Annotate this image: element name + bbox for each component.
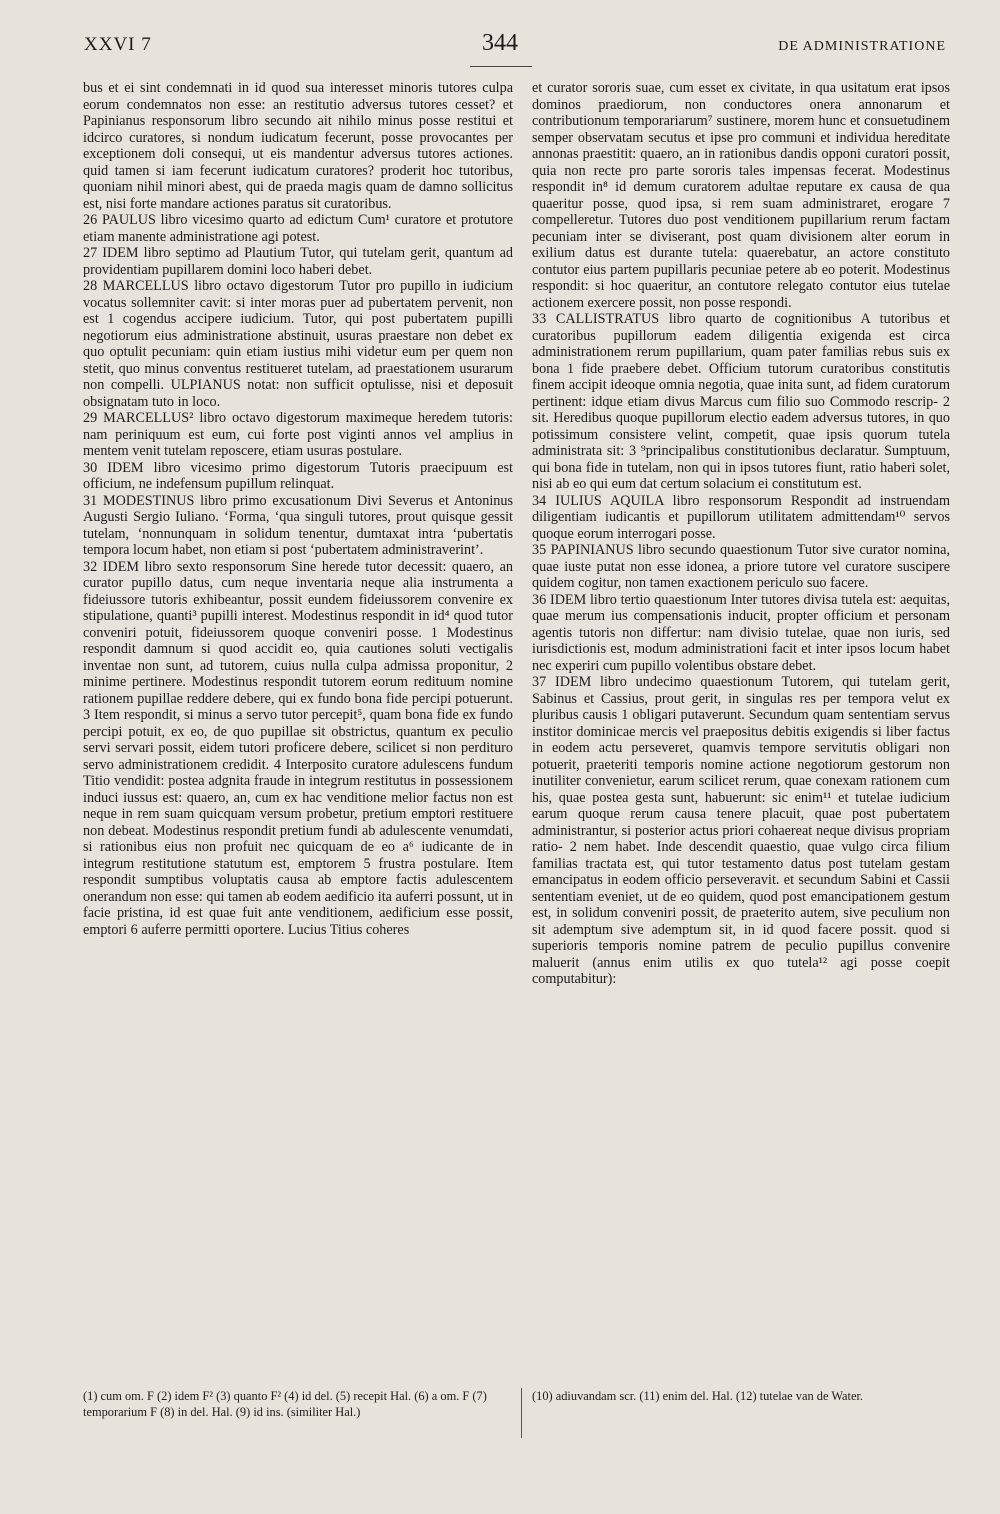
- paragraph: 31 MODESTINUS libro primo excusationum Divi Severus et Antoninus Augusti Sergio Iuliano. ‘Forma, ‘qua singuli tutores, prout quisque gessit tutelam, ‘nonnunquam in solidum tenentur, dumtaxat intra ‘pubertatis tempora locum habet, non etiam si post ‘pubertatem administraverint’.: [83, 492, 513, 558]
- paragraph: 32 IDEM libro sexto responsorum Sine herede tutor decessit: quaero, an curator pupillo datus, cum neque inventaria neque alia instrumenta a fideiussore tutoris exhibeantur, possit eundem fideiussorem convenire ex stipulatione, quanti³ pupilli interest. Modestinus respondit in id⁴ quod tutor conveniri potuit, fideiussorem quoque conveniri posse. 1 Modestinus respondit damnum si quod accidit eo, quia cautiones soluti vectigalis inventae non sunt, ad tutorem, cuius nulla culpa admissa proponitur, 2 minime pertinere. Modestinus respondit tutorem eorum redituum nomine rationem pupillae reddere debere, qui ex fundo bona fide percipi potuerunt. 3 Item respondit, si minus a servo tutor percepit⁵, quam bona fide ex fundo percipi potuit, ex eo, de quo pupillae sit obstrictus, quantum ex peculio servi servari possit, eidem tutori proficere debere, scilicet si non perdituro servo administrationem credidit. 4 Interposito curatore adulescens fundum Titio vendidit: postea adgnita fraude in integrum restitutus in possessionem induci iussus est: quaero, an, cum ex hac venditione melior factus non est neque in rem suam quicquam versum probetur, pretium emptori restituere non debeat. Modestinus respondit pretium fundi ab adulescente venumdati, si rationibus eius non profuit nec quicquam de eo a⁶ iudicante de in integrum restitutione statutum est, emptorem 5 frustra postulare. Item respondit sumptibus voluptatis causa ab emptore factis adulescentem onerandum non esse: qui tamen ab eodem aedificio ita auferri possunt, ut in facie pristina, id est quae fuit ante venditionem, aedificium esse possit, emptori 6 auferre permitti oportere. Lucius Titius coheres: [83, 558, 513, 938]
- title-reference: XXVI 7: [84, 34, 152, 55]
- header-rule: [470, 66, 532, 67]
- left-column: [83, 80, 513, 938]
- paragraph: 26 PAULUS libro vicesimo quarto ad edictum Cum¹ curatore et protutore etiam manente administratione agi potest.: [83, 212, 513, 245]
- paragraph: 34 IULIUS AQUILA libro responsorum Respondit ad instruendam diligentiam iudicantis et pupillorum utilitatem admittendam¹⁰ servos quoque eorum interrogari posse.: [532, 492, 950, 542]
- page-number: 344: [482, 30, 518, 56]
- paragraph: 36 IDEM libro tertio quaestionum Inter tutores divisa tutela est: aequitas, quae merum ius compensationis inducit, propter officium et personam agentis tutoris non differtur: nam divisio tutelae, quae non iuris, sed iurisdictionis est, modum administrationi facit et inter ipsos locum habet nec experiri cum pupillo volentibus obstare debet.: [532, 591, 950, 674]
- footnotes-left: (1) cum om. F (2) idem F² (3) quanto F² (4) id del. (5) recepit Hal. (6) a om. F (7) temporarium F (8) in del. Hal. (9) id ins. (similiter Hal.): [83, 1389, 487, 1419]
- footnote-divider: [521, 1388, 522, 1438]
- footnotes-right: (10) adiuvandam scr. (11) enim del. Hal. (12) tutelae van de Water.: [532, 1389, 864, 1403]
- paragraph: 27 IDEM libro septimo ad Plautium Tutor, qui tutelam gerit, quantum ad providentiam pupillarem domini loco haberi debet.: [83, 245, 513, 278]
- paragraph: 33 CALLISTRATUS libro quarto de cognitionibus A tutoribus et curatoribus pupillorum eadem diligentia exigenda est circa administrationem rerum pupillarium, quam pater familias rebus suis ex bona 1 fide praebere debet. Officium tutorum curatoribus constitutis finem accipit ideoque omnia negotia, quae inita sunt, ad fidem curatorum pertinent: idque etiam divus Marcus cum filio suo Commodo rescrip- 2 sit. Heredibus quoque pupillorum electio eadem adversus tutores, in quo potissimum consistere velint, competit, quae ipsis quorum tutela administrata sit: 3 ⁹principalibus constitutionibus declaratur. Sumptuum, qui bona fide in tutelam, non qui in ipsos tutores fiunt, ratio haberi solet, nisi ab eo qui eum dat certum solacium ei constitutum est.: [532, 311, 950, 492]
- paragraph: 30 IDEM libro vicesimo primo digestorum Tutoris praecipuum est officium, ne indefensum pupillum relinquat.: [83, 459, 513, 492]
- paragraph: 37 IDEM libro undecimo quaestionum Tutorem, qui tutelam gerit, Sabinus et Cassius, prout gerit, in singulas res per tempora velut ex pluribus causis 1 obligari putaverunt. Secundum quam sententiam servus institor dominicae mercis vel praepositus debitis exigendis si liber factus in eodem actu perseveret, quamvis tempore servitutis obligari non potuerit, praeteriti temporis nomine actione negotiorum gestorum non inutiliter convenietur, earum scilicet rerum, quae conexam rationem cum his, quae postea gesta sunt, habuerunt: sic enim¹¹ et tutelae iudicium earum quoque rerum causa tenere placuit, quae post pubertatem administrantur, si posterior actus priori cohaereat neque divisus propriam ratio- 2 nem habet. Inde descendit quaestio, quae vulgo circa filium familias tractata est, qui tutor testamento datus post tutelam gestam emancipatus in eodem officio perseveravit. et secundum Sabini et Cassii sententiam eveniet, ut de eo quidem, quod post emancipationem gestum est, in solidum conveniri possit, de praeterito autem, sive peculium non sit ademptum sive ademptum sit, in id quod facere possit. quod si superioris temporis nomine patrem de peculio pupillus convenire maluerit (annus enim utilis ex quo tutela¹² agi posse coepit computabitur):: [532, 674, 950, 987]
- paragraph: 28 MARCELLUS libro octavo digestorum Tutor pro pupillo in iudicium vocatus sollemniter cavit: si inter moras puer ad pubertatem pervenit, non est 1 cogendus accipere iudicium. Tutor, qui post pubertatem pupilli negotiorum eius administratione abstinuit, usuras praestare non debet ex quo optulit pecuniam: quin etiam iustius mihi videtur eum per quem non stetit, quo minus conventus restitueret tutelam, ad praestationem usurarum non compelli. ULPIANUS notat: non sufficit optulisse, nisi et deposuit obsignatam tuto in loco.: [83, 278, 513, 410]
- paragraph: 35 PAPINIANUS libro secundo quaestionum Tutor sive curator nomina, quae iuste putat non esse idonea, a priore tutore vel curatore suscipere quidem cogitur, non tamen exactionem periculo suo facere.: [532, 542, 950, 591]
- running-header: [0, 30, 1000, 60]
- paragraph: 29 MARCELLUS² libro octavo digestorum maximeque heredem tutoris: nam periniquum est eum, cui forte post viginti annos vel amplius in mentem venit tutelam reposcere, etiam usuras postulare.: [83, 410, 513, 459]
- section-title: DE ADMINISTRATIONE: [778, 39, 946, 54]
- paragraph: bus et ei sint condemnati in id quod sua interesset minoris tutores culpa eorum condemnatos non esse: an restitutio adversus tutores cesset? et Papinianus responsorum libro secundo ait nihilo minus posse restitui et idcirco curatores, si nondum iudicatum fecerunt, posse provocantes per exceptionem doli consequi, ut eis mandentur adversus tutores actiones. quid tamen si iam fecerunt iudicatum curatores? proderit hoc tutoribus, quoniam nihil minori abest, qui de praeda magis quam de damno sollicitus est, nisi forte mandare actiones paratus sit curatoribus.: [83, 80, 513, 212]
- right-column: [532, 80, 950, 988]
- paragraph: et curator sororis suae, cum esset ex civitate, in qua usitatum erat ipsos dominos praediorum, non conductores onera annonarum et contributionum temporariarum⁷ sustinere, morem hunc et consuetudinem semper observatam secutus et ipse pro communi et individua hereditate annonas praestitit: quaero, an in rationibus dandis opponi curatori possit, quia non recte pro parte sororis tales impensas fecerat. Modestinus respondit in⁸ id demum curatorem adultae reputare ex causa de qua quaeritur posse, quod ipsa, si rem suam administraret, erogare 7 compelleretur. Tutores duo post venditionem pupillarium rerum factam pecuniam inter se diviserant, post quam divisionem alter eorum in exilium datus est durante tutela: quaerebatur, an actore constituto contutor eius partem pupillaris pecuniae petere ab eo poterit. Modestinus respondit: si hoc quaeritur, an contutore relegato contutor eius tutelae actionem exercere possit, non posse respondi.: [532, 80, 950, 311]
